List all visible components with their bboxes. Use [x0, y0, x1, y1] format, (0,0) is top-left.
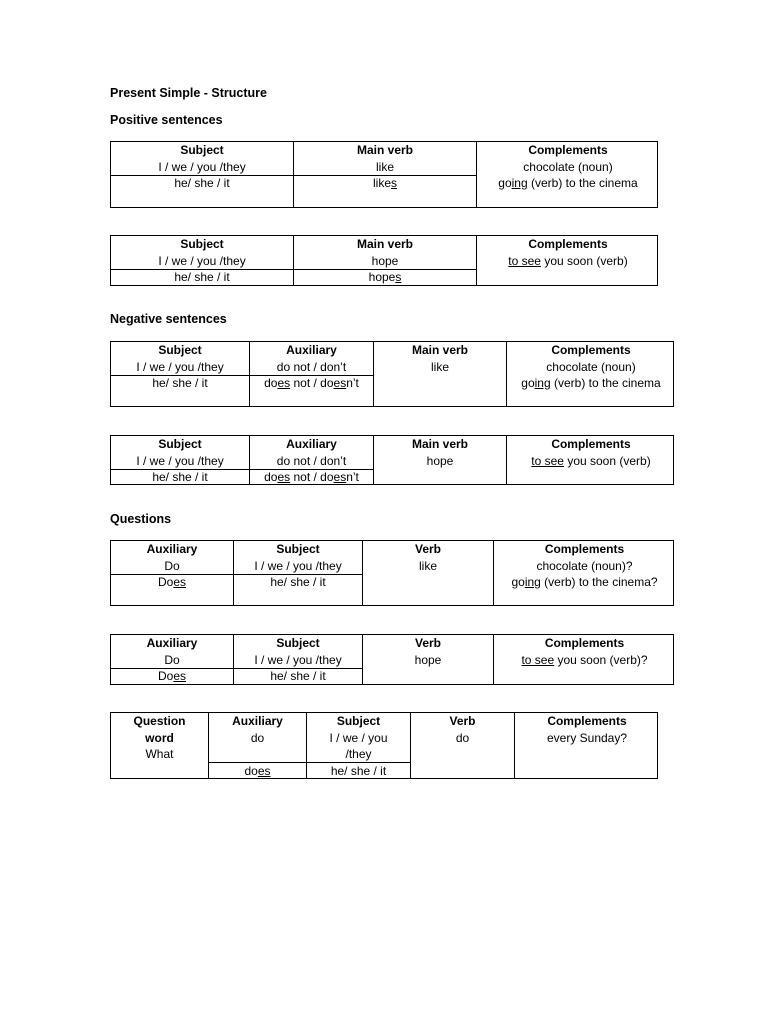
question-word-column: Question word What [133, 714, 186, 761]
subject-column: Subject I / we / you /they he/ she / it [158, 237, 246, 284]
verb-column: Verb like [414, 542, 441, 573]
table-positive-like [110, 141, 658, 208]
heading-positive: Positive sentences [110, 113, 223, 127]
subject-column: Subject I / we / you /they he/ she / it [254, 636, 342, 683]
complements-column: Complements chocolate (noun) going (verb) to the cinema [498, 143, 638, 190]
auxiliary-column: Auxiliary Do Does [146, 542, 198, 589]
subject-column: Subject I / we / you /they he/ she / it [158, 143, 246, 190]
auxiliary-column: Auxiliary do not / don’t does not / doesn’t [264, 343, 359, 390]
main-verb-column: Main verb hope hopes [356, 237, 413, 284]
main-verb-column: Main verb hope [411, 437, 468, 468]
heading-questions: Questions [110, 512, 172, 526]
verb-column: Verb do [449, 714, 476, 745]
verb-column: Verb hope [414, 636, 442, 667]
table-negative-hope [110, 435, 674, 485]
auxiliary-column: Auxiliary do does [232, 714, 283, 778]
complements-column: Complements to see you soon (verb) [508, 237, 628, 268]
complements-column: Complements chocolate (noun)? going (verb) to the cinema? [511, 542, 658, 589]
subject-column: Subject I / we / you /they he/ she / it [329, 714, 388, 778]
main-verb-column: Main verb like likes [356, 143, 413, 190]
complements-column: Complements to see you soon (verb)? [521, 636, 648, 667]
table-question-like [110, 540, 674, 606]
page-title: Present Simple - Structure [110, 86, 267, 100]
table-positive-hope [110, 235, 658, 286]
subject-column: Subject I / we / you /they he/ she / it [136, 437, 224, 484]
main-verb-column: Main verb like [411, 343, 468, 374]
heading-negative: Negative sentences [110, 312, 227, 326]
subject-column: Subject I / we / you /they he/ she / it [136, 343, 224, 390]
complements-column: Complements every Sunday? [546, 714, 628, 745]
table-question-hope [110, 634, 674, 685]
table-wh-question [110, 712, 658, 779]
auxiliary-column: Auxiliary Do Does [146, 636, 198, 683]
subject-column: Subject I / we / you /they he/ she / it [254, 542, 342, 589]
table-negative-like [110, 341, 674, 407]
auxiliary-column: Auxiliary do not / don’t does not / doesn’t [264, 437, 359, 484]
complements-column: Complements to see you soon (verb) [531, 437, 651, 468]
complements-column: Complements chocolate (noun) going (verb) to the cinema [521, 343, 661, 390]
